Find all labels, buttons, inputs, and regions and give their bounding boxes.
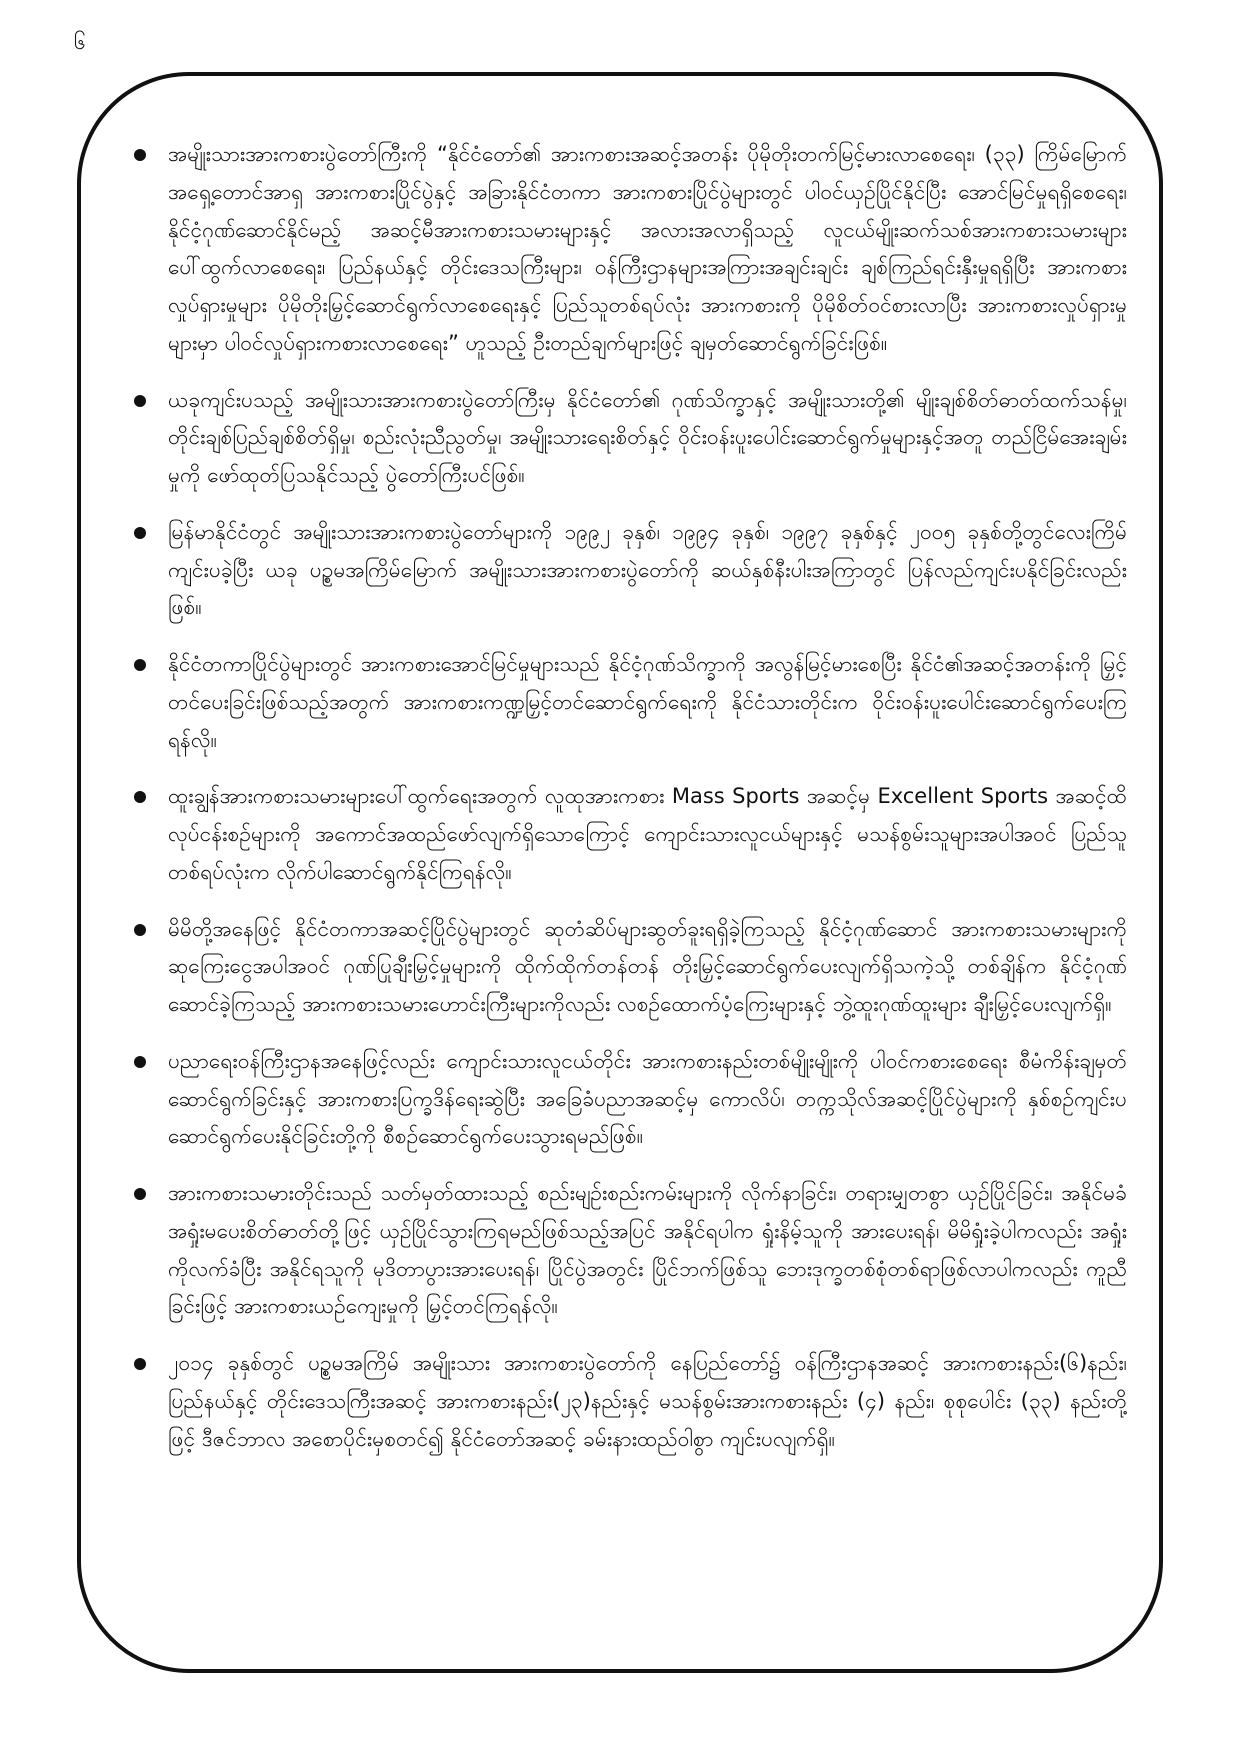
bullet-item (81, 911, 1127, 1024)
bullet-text: ယခုကျင်းပသည့် အမျိုးသားအားကစားပွဲတော်ကြီးမှ နိုင်ငံတော်၏ ဂုဏ်သိက္ခာနှင့် အမျိုးသားတို့၏ မျိုးချစ်စိတ်ဓာတ်ထက်သန်မှု၊ တိုင်းချစ်ပြည်ချစ်စိတ်ရှိမှု၊ စည်းလုံးညီညွတ်မှု၊ အမျိုးသားရေးစိတ်နှင့် ဝိုင်းဝန်းပူးပေါင်းဆောင်ရွက်မှုများနှင့်အတူ တည်ငြိမ်အေးချမ်းမှုကို ဖော်ထုတ်ပြသနိုင်သည့် ပွဲတော်ကြီးပင်ဖြစ်။ (168, 387, 1127, 487)
bullet-item (81, 1043, 1127, 1156)
bullet-text: အားကစားသမားတိုင်းသည် သတ်မှတ်ထားသည့် စည်းမျဉ်းစည်းကမ်းများကို လိုက်နာခြင်း၊ တရားမျှတစွာ ယှဉ်ပြိုင်ခြင်း၊ အနိုင်မခံအရှုံးမပေးစိတ်ဓာတ်တို့ဖြင့် ယှဉ်ပြိုင်သွားကြရမည်ဖြစ်သည့်အပြင် အနိုင်ရပါက ရှုံးနိမ့်သူကို အားပေးရန်၊ မိမိရှုံးခဲ့ပါကလည်း အရှုံးကိုလက်ခံပြီး အနိုင်ရသူကို မုဒိတာပွားအားပေးရန်၊ ပြိုင်ပွဲအတွင်း ပြိုင်ဘက်ဖြစ်သူ ဘေးဒုက္ခတစ်စုံတစ်ရာဖြစ်လာပါကလည်း ကူညီခြင်းဖြင့် အားကစားယဉ်ကျေးမှုကို မြှင့်တင်ကြရန်လို။ (168, 1181, 1127, 1319)
bullet-list (81, 76, 1159, 1458)
bullet-text: မြန်မာနိုင်ငံတွင် အမျိုးသားအားကစားပွဲတော်များကို ၁၉၉၂ ခုနှစ်၊ ၁၉၉၄ ခုနှစ်၊ ၁၉၉၇ ခုနှစ်နှင့် ၂၀၀၅ ခုနှစ်တို့တွင်လေးကြိမ်ကျင်းပခဲ့ပြီး ယခု ပဉ္စမအကြိမ်မြောက် အမျိုးသားအားကစားပွဲတော်ကို ဆယ်နှစ်နီးပါးအကြာတွင် ပြန်လည်ကျင်းပနိုင်ခြင်းလည်းဖြစ်။ (168, 519, 1127, 620)
page-number: ၆ (74, 30, 86, 54)
bullet-text: ၂၀၁၄ ခုနှစ်တွင် ပဉ္စမအကြိမ် အမျိုးသား အားကစားပွဲတော်ကို နေပြည်တော်၌ ဝန်ကြီးဌာနအဆင့် အားကစားနည်း(၆)နည်း၊ ပြည်နယ်နှင့် တိုင်းဒေသကြီးအဆင့် အားကစားနည်း(၂၃)နည်းနှင့် မသန်စွမ်းအားကစားနည်း (၄) နည်း၊ စုစုပေါင်း (၃၃) နည်းတို့ဖြင့် ဒီဇင်ဘာလ အစောပိုင်းမှစတင်၍ နိုင်ငံတော်အဆင့် ခမ်းနားထည်ဝါစွာ ကျင်းပလျက်ရှိ။ (168, 1351, 1127, 1451)
bullet-item (81, 382, 1127, 495)
bullet-item (81, 1175, 1127, 1326)
bullet-dot-icon (134, 395, 146, 407)
bullet-dot-icon (134, 1358, 146, 1370)
bullet-dot-icon (134, 659, 146, 671)
bullet-dot-icon (134, 527, 146, 539)
bullet-item (81, 646, 1127, 759)
bullet-dot-icon (134, 1056, 146, 1068)
bullet-dot-icon (134, 149, 146, 161)
bullet-text: ထူးချွန်အားကစားသမားများပေါ်ထွက်ရေးအတွက် လူထုအားကစား Mass Sports အဆင့်မှ Excellent Sports အဆင့်ထိ လုပ်ငန်းစဉ်များကို အကောင်အထည်ဖော်လျက်ရှိသောကြောင့် ကျောင်းသားလူငယ်များနှင့် မသန်စွမ်းသူများအပါအဝင် ပြည်သူတစ်ရပ်လုံးက လိုက်ပါဆောင်ရွက်နိုင်ကြရန်လို။ (168, 784, 1127, 884)
content-frame (77, 72, 1163, 1673)
bullet-item (81, 514, 1127, 627)
bullet-item (81, 778, 1127, 891)
bullet-item (81, 136, 1127, 363)
bullet-text: ပညာရေးဝန်ကြီးဌာနအနေဖြင့်လည်း ကျောင်းသားလူငယ်တိုင်း အားကစားနည်းတစ်မျိုးမျိုးကို ပါဝင်ကစားစေရေး စီမံကိန်းချမှတ်ဆောင်ရွက်ခြင်းနှင့် အားကစားပြက္ခဒိန်ရေးဆွဲပြီး အခြေခံပညာအဆင့်မှ ကောလိပ်၊ တက္ကသိုလ်အဆင့်ပြိုင်ပွဲများကို နှစ်စဉ်ကျင်းပဆောင်ရွက်ပေးနိုင်ခြင်းတို့ကို စီစဉ်ဆောင်ရွက်ပေးသွားရမည်ဖြစ်။ (168, 1048, 1127, 1149)
bullet-text: နိုင်ငံတကာပြိုင်ပွဲများတွင် အားကစားအောင်မြင်မှုများသည် နိုင်ငံ့ဂုဏ်သိက္ခာကို အလွန်မြင့်မားစေပြီး နိုင်ငံ၏အဆင့်အတန်းကို မြှင့်တင်ပေးခြင်းဖြစ်သည့်အတွက် အားကစားကဏ္ဍမြှင့်တင်ဆောင်ရွက်ရေးကို နိုင်ငံသားတိုင်းက ဝိုင်းဝန်းပူးပေါင်းဆောင်ရွက်ပေးကြရန်လို။ (168, 652, 1127, 752)
bullet-item (81, 1345, 1127, 1458)
bullet-dot-icon (134, 924, 146, 936)
bullet-text: အမျိုးသားအားကစားပွဲတော်ကြီးကို “နိုင်ငံတော်၏ အားကစားအဆင့်အတန်း ပိုမိုတိုးတက်မြင့်မားလာစေရေး၊ (၃၃) ကြိမ်မြောက် အရှေ့တောင်အာရှ အားကစားပြိုင်ပွဲနှင့် အခြားနိုင်ငံတကာ အားကစားပြိုင်ပွဲများတွင် ပါဝင်ယှဉ်ပြိုင်နိုင်ပြီး အောင်မြင်မှုရရှိစေရေး၊ နိုင်ငံ့ဂုဏ်ဆောင်နိုင်မည့် အဆင့်မီအားကစားသမားများနှင့် အလားအလာရှိသည့် လူငယ်မျိုးဆက်သစ်အားကစားသမားများ ပေါ်ထွက်လာစေရေး၊ ပြည်နယ်နှင့် တိုင်းဒေသကြီးများ၊ ဝန်ကြီးဌာနများအကြားအချင်းချင်း ချစ်ကြည်ရင်းနှီးမှုရရှိပြီး အားကစားလှုပ်ရှားမှုများ ပိုမိုတိုးမြှင့်ဆောင်ရွက်လာစေရေးနှင့် ပြည်သူတစ်ရပ်လုံး အားကစားကို ပိုမိုစိတ်ဝင်စားလာပြီး အားကစားလှုပ်ရှားမှုများမှာ ပါဝင်လှုပ်ရှားကစားလာစေရေး” ဟူသည့် ဦးတည်ချက်များဖြင့် ချမှတ်ဆောင်ရွက်ခြင်းဖြစ်။ (168, 142, 1127, 355)
bullet-dot-icon (134, 1188, 146, 1200)
bullet-text: မိမိတို့အနေဖြင့် နိုင်ငံတကာအဆင့်ပြိုင်ပွဲများတွင် ဆုတံဆိပ်များဆွတ်ခူးရရှိခဲ့ကြသည့် နိုင်ငံ့ဂုဏ်ဆောင် အားကစားသမားများကို ဆုကြေးငွေအပါအဝင် ဂုဏ်ပြုချီးမြှင့်မှုများကို ထိုက်ထိုက်တန်တန် တိုးမြှင့်ဆောင်ရွက်ပေးလျက်ရှိသကဲ့သို့ တစ်ချိန်က နိုင်ငံ့ဂုဏ်ဆောင်ခဲ့ကြသည့် အားကစားသမားဟောင်းကြီးများကိုလည်း လစဉ်ထောက်ပံ့ကြေးများနှင့် ဘွဲ့ထူးဂုဏ်ထူးများ ချီးမြှင့်ပေးလျက်ရှိ။ (168, 916, 1127, 1016)
bullet-dot-icon (134, 791, 146, 803)
